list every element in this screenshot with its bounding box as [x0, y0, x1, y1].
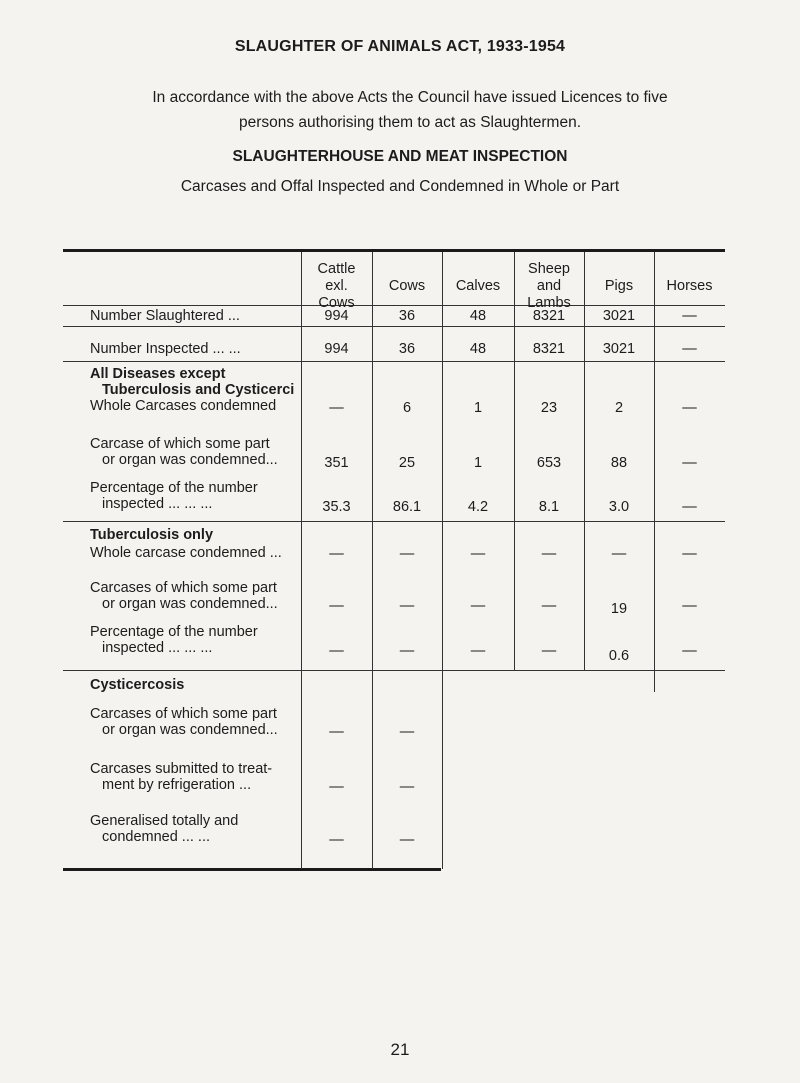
table-cell: 3021 — [602, 308, 636, 324]
table-cell: 3.0 — [608, 499, 630, 515]
table-cell: — — [541, 643, 557, 659]
row-label-tb-part: Carcases of which some part or organ was condemned... — [90, 580, 278, 612]
table-cell: 3021 — [602, 341, 636, 357]
row-label-ad-pct: Percentage of the number inspected ... ... ... — [90, 480, 258, 512]
column-header-sheep: Sheep and Lambs — [527, 261, 571, 311]
intro-line: persons authorising them to act as Slaughtermen. — [238, 114, 582, 131]
table-cell: 4.2 — [467, 499, 489, 515]
table-cell: — — [682, 546, 697, 562]
column-header-cattle: Cattle exl. Cows — [317, 261, 356, 311]
table-cell: — — [470, 598, 486, 614]
table-cell: 23 — [540, 400, 558, 416]
column-header-calves: Calves — [455, 278, 501, 294]
table-cell: — — [399, 598, 415, 614]
row-divider — [63, 326, 725, 327]
table-cell: — — [541, 598, 557, 614]
table-cell: 994 — [324, 341, 349, 357]
table-cell: — — [399, 779, 415, 795]
row-label-tb-pct: Percentage of the number inspected ... ... ... — [90, 624, 258, 656]
table-cell: — — [329, 779, 344, 795]
column-header-horses: Horses — [666, 278, 713, 294]
section-title: SLAUGHTERHOUSE AND MEAT INSPECTION — [232, 148, 568, 165]
row-label-inspected: Number Inspected ... ... — [90, 341, 241, 357]
table-cell: — — [329, 598, 344, 614]
table-cell: 19 — [610, 601, 628, 617]
row-label-tb-whole: Whole carcase condemned ... — [90, 545, 282, 561]
table-cell: — — [682, 400, 697, 416]
table-cell: 994 — [324, 308, 349, 324]
table-cell: 2 — [614, 400, 624, 416]
table-cell: — — [611, 546, 627, 562]
section-heading-tuberculosis: Tuberculosis only — [90, 527, 214, 543]
section-subtitle: Carcases and Offal Inspected and Condemned in Whole or Part — [180, 178, 620, 195]
section-heading-all-diseases: All Diseases except Tuberculosis and Cysticerci — [90, 366, 295, 398]
table-cell: — — [399, 724, 415, 740]
intro-line: In accordance with the above Acts the Council have issued Licences to five — [152, 89, 668, 106]
act-title: SLAUGHTER OF ANIMALS ACT, 1933-1954 — [234, 38, 566, 55]
table-cell: 25 — [398, 455, 416, 471]
table-cell: — — [682, 643, 697, 659]
table-cell: 351 — [324, 455, 349, 471]
table-cell: — — [329, 546, 344, 562]
row-label-cy-part: Carcases of which some part or organ was condemned... — [90, 706, 278, 738]
row-label-cy-refrig: Carcases submitted to treat- ment by refrigeration ... — [90, 761, 273, 793]
table-cell: 6 — [402, 400, 412, 416]
table-cell: — — [399, 546, 415, 562]
table-cell: — — [682, 499, 697, 515]
column-header-cows: Cows — [388, 278, 426, 294]
table-cell: — — [682, 341, 697, 357]
row-label-cy-general: Generalised totally and condemned ... ... — [90, 813, 239, 845]
table-cell: 36 — [398, 341, 416, 357]
table-cell: — — [470, 643, 486, 659]
column-header-pigs: Pigs — [604, 278, 634, 294]
section-heading-cysticercosis: Cysticercosis — [90, 677, 185, 693]
page-number: 21 — [390, 1040, 410, 1059]
table-cell: 36 — [398, 308, 416, 324]
table-cell: — — [682, 455, 697, 471]
table-cell: — — [682, 308, 697, 324]
table-cell: — — [541, 546, 557, 562]
table-cell: 8321 — [532, 341, 566, 357]
row-divider — [63, 670, 725, 671]
table-cell: 8.1 — [538, 499, 560, 515]
table-cell: 1 — [473, 400, 483, 416]
table-cell: — — [329, 643, 344, 659]
table-cell: 35.3 — [322, 499, 351, 515]
table-cell: 0.6 — [608, 648, 630, 664]
table-cell: — — [470, 546, 486, 562]
table-top-rule — [63, 249, 725, 252]
table-bottom-rule — [63, 868, 441, 871]
table-cell: — — [329, 400, 344, 416]
table-cell: — — [399, 643, 415, 659]
table-cell: — — [329, 832, 344, 848]
table-cell: 48 — [469, 308, 487, 324]
row-label-ad-part: Carcase of which some part or organ was condemned... — [90, 436, 278, 468]
table-cell: 48 — [469, 341, 487, 357]
table-cell: 1 — [473, 455, 483, 471]
table-cell: — — [329, 724, 344, 740]
intro-paragraph — [120, 85, 700, 135]
table-cell: 86.1 — [392, 499, 422, 515]
row-divider — [63, 305, 725, 306]
row-divider — [63, 521, 725, 522]
row-label-slaughtered: Number Slaughtered ... — [90, 308, 240, 324]
table-cell: 88 — [610, 455, 628, 471]
table-cell: 653 — [536, 455, 562, 471]
table-cell: — — [399, 832, 415, 848]
row-label-ad-whole: Whole Carcases condemned — [90, 398, 277, 414]
table-cell: — — [682, 598, 697, 614]
table-cell: 8321 — [532, 308, 566, 324]
row-divider — [63, 361, 725, 362]
